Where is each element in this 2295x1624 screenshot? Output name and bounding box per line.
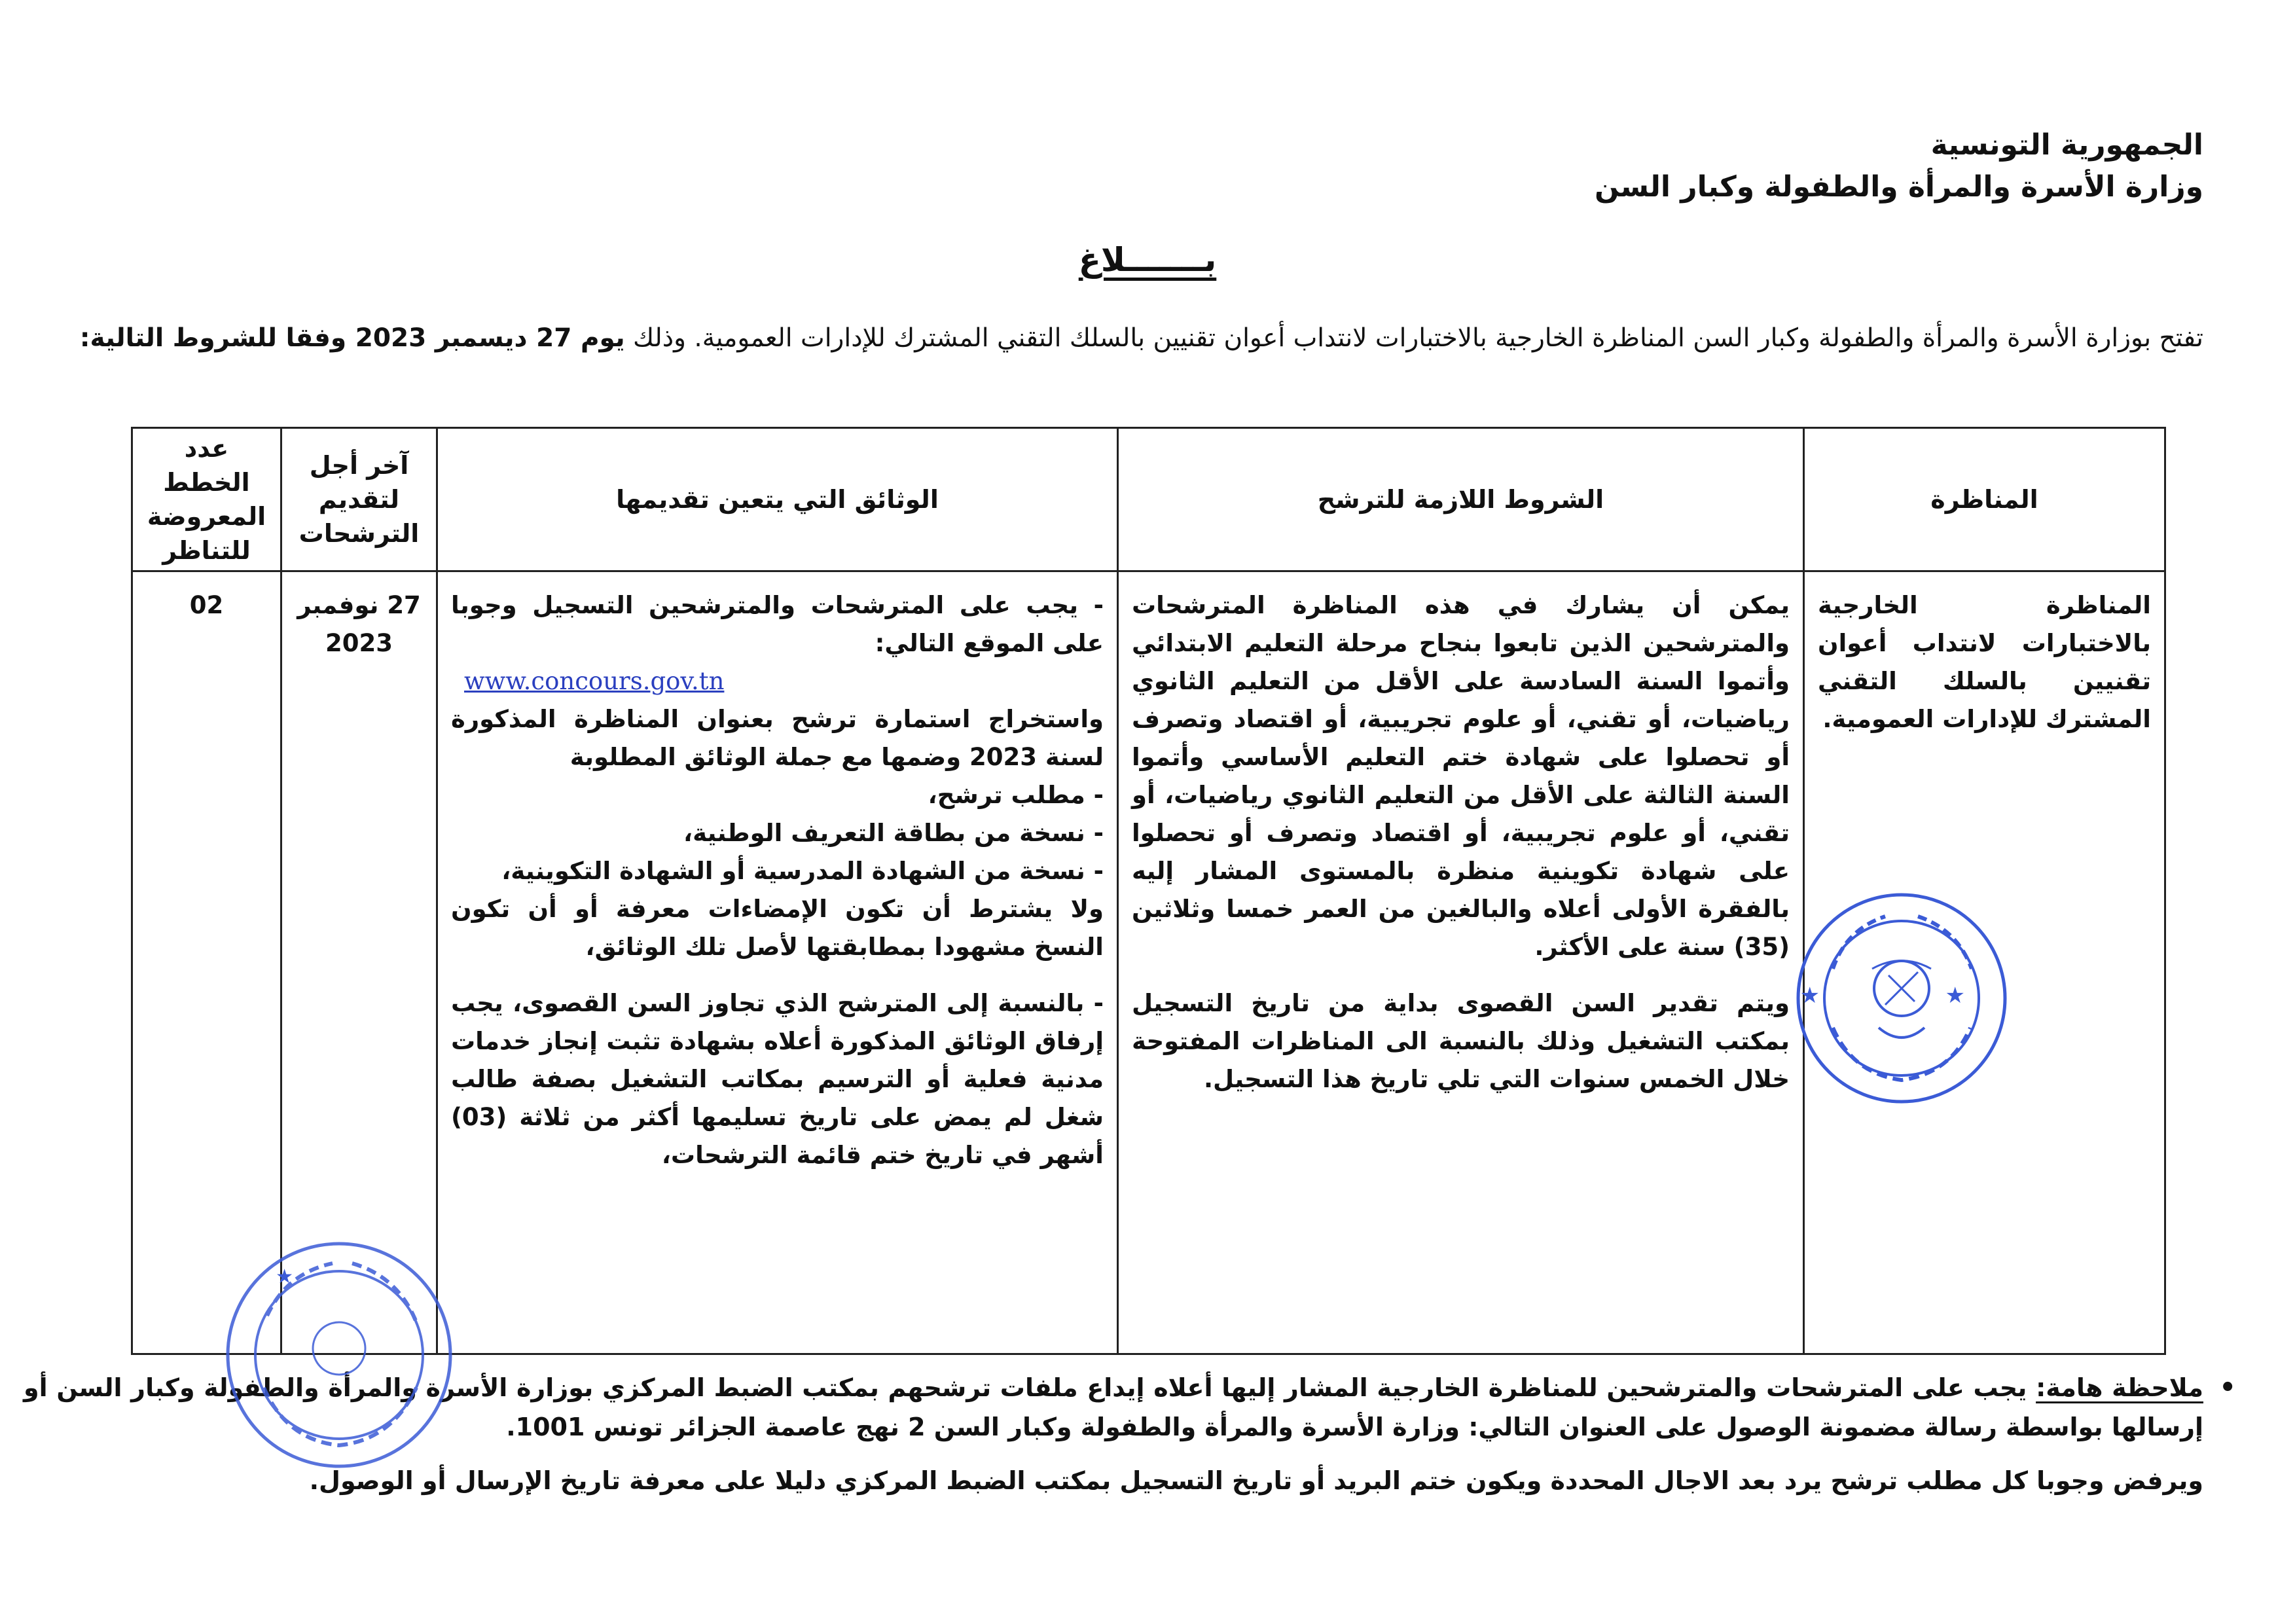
ministry-header [1595,124,2203,208]
docs-item-6: ولا يشترط أن تكون الإمضاءات معرفة أو أن تكون النسخ مشهودا بمطابقتها لأصل تلك الوثائق، [451,895,1104,961]
conditions-paragraph-2: ويتم تقدير السن القصوى بداية من تاريخ التسجيل بمكتب التشغيل وذلك بالنسبة الى المناظرات المفتوحة خلال الخمس سنوات التي تلي تاريخ هذا التسجيل. [1132,989,1790,1093]
document-title [0,241,2295,279]
header-deadline: آخر أجل لتقديم الترشحات [281,428,437,571]
svg-text:★: ★ [1799,983,1820,1009]
note-text-1: يجب على المترشحات والمترشحين للمناظرة الخارجية المشار إليها أعلاه إيداع ملفات ترشحهم بمكتب الضبط المركزي بوزارة الأسرة والمرأة والطفولة وكبار السن أو إرسالها بواسطة رسالة مضمونة الوصول على العنوان التالي: وزارة الأسرة والمرأة والطفولة وكبار السن 2 نهج عاصمة الجزائر تونس 1001. [24,1373,2203,1441]
cell-competition: المناظرة الخارجية بالاختبارات لانتداب أعوان تقنيين بالسلك التقني المشترك للإدارات العمومية. [1804,571,2165,1354]
cell-positions-count: 02 [132,571,281,1354]
header-conditions: الشروط اللازمة للترشح [1118,428,1804,571]
bullet-icon: • [2219,1373,2236,1403]
cell-documents [437,571,1118,1354]
note-paragraph-2: ويرفض وجوبا كل مطلب ترشح يرد بعد الاجال المحددة ويكون ختم البريد أو تاريخ التسجيل بمكتب الضبط المركزي دليلا على معرفة تاريخ الإرسال أو الوصول. [309,1466,2203,1495]
docs-item-2: واستخراج استمارة ترشح بعنوان المناظرة المذكورة لسنة 2023 وضمها مع جملة الوثائق المطلوبة [451,705,1104,771]
official-stamp-bottom-icon [221,1237,457,1473]
svg-text:★: ★ [276,1265,293,1288]
intro-paragraph [24,319,2203,357]
ministry-name: وزارة الأسرة والمرأة والطفولة وكبار السن [1595,170,2203,204]
document-title-text: بـــــــلاغ [1078,241,1217,279]
svg-text:★: ★ [1945,983,1965,1009]
deadline-year: 2023 [325,629,393,657]
header-competition: المناظرة [1804,428,2165,571]
docs-item-4: - نسخة من بطاقة التعريف الوطنية، [683,819,1104,847]
docs-item-5: - نسخة من الشهادة المدرسية أو الشهادة التكوينية، [501,857,1104,885]
official-stamp-icon [1794,890,2010,1106]
cell-conditions [1118,571,1804,1354]
docs-item-7: - بالنسبة إلى المترشح الذي تجاوز السن القصوى، يجب إرفاق الوثائق المذكورة أعلاه بشهادة تثبت إنجاز خدمات مدنية فعلية أو الترسيم بمكاتب التشغيل بصفة طالب شغل لم يمض على تاريخ تسليمها أكثر من ثلاثة (03) أشهر في تاريخ ختم قائمة الترشحات، [451,989,1104,1169]
header-documents: الوثائق التي يتعين تقديمها [437,428,1118,571]
note-label: ملاحظة هامة: [2036,1373,2203,1402]
intro-text: تفتح بوزارة الأسرة والمرأة والطفولة وكبار السن المناظرة الخارجية بالاختبارات لانتداب أعوان تقنيين بالسلك التقني المشترك للإدارات العمومية. وذلك [633,323,2203,353]
header-count: عدد الخطط المعروضة للتناظر [132,428,281,571]
intro-date-text: يوم 27 ديسمبر 2023 وفقا للشروط التالية: [79,323,625,353]
docs-item-1: - يجب على المترشحات والمترشحين التسجيل وجوبا على الموقع التالي: [451,591,1104,657]
republic-name: الجمهورية التونسية [1930,128,2203,162]
deadline-day-month: 27 نوفمبر [297,591,421,619]
conditions-paragraph-1: يمكن أن يشارك في هذه المناظرة المترشحات والمترشحين الذين تابعوا بنجاح مرحلة التعليم الابتدائي وأتموا السنة السادسة على الأقل من التعليم الثانوي رياضيات، أو تقني، أو علوم تجريبية، أو اقتصاد وتصرف أو تحصلوا على شهادة ختم التعليم الأساسي وأتموا السنة الثالثة على الأقل من التعليم الثانوي رياضيات، أو تقني، أو علوم تجريبية، أو اقتصاد وتصرف أو تحصلوا على شهادة تكوينية منظرة بالمستوى المشار إليه بالفقرة الأولى أعلاه والبالغين من العمر خمسا وثلاثين (35) سنة على الأكثر. [1132,591,1790,961]
table-header-row [132,428,2165,571]
concours-website-link[interactable]: www.concours.gov.tn [464,667,725,695]
docs-item-3: - مطلب ترشح، [928,781,1104,809]
